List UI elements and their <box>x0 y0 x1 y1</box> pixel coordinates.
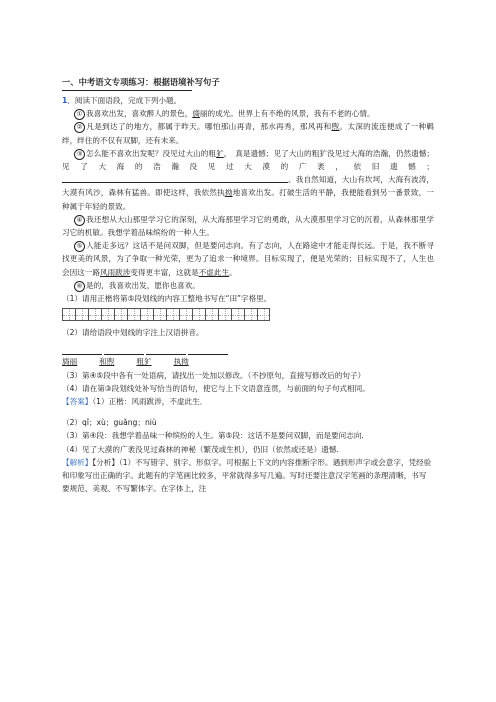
question-intro-text: 阅读下面语段，完成下列小题。 <box>74 96 182 105</box>
paragraph-1 <box>62 107 434 120</box>
grid-cell[interactable] <box>218 308 231 321</box>
sub-question-2: （2）请给语段中划线的字注上汉语拼音。 <box>62 328 204 338</box>
paragraph-3-text-c: 。我自然知道，大山有坎坷，大海有波涛，大漠有风沙，森林有猛兽。即使这样，我依然执 <box>62 175 434 198</box>
grid-cell[interactable] <box>88 308 101 321</box>
underlined-char-yi: 旖 <box>192 109 200 119</box>
pinyin-answer-lines[interactable] <box>62 345 434 355</box>
underlined-char-xu: 煦 <box>331 122 340 132</box>
paragraph-3-text-a: 怎么能不喜欢出发呢？没见过大山的粗 <box>86 148 217 158</box>
paragraph-2-text-a: 凡是到达了的地方，都属于昨天。哪怕那山再青，那水再秀，那风再和 <box>86 122 332 132</box>
grid-cell[interactable] <box>205 308 218 321</box>
sub-question-4: （4）请在第③段划线处补写恰当的语句，使它与上下文语意连贯，与前面的句子句式相同。 <box>62 383 370 393</box>
underlined-phrase-1: 风雨跋涉 <box>99 267 131 277</box>
grid-cell[interactable] <box>192 308 205 321</box>
paragraph-2 <box>62 120 434 146</box>
grid-cell[interactable] <box>179 308 192 321</box>
grid-cell[interactable] <box>62 308 75 321</box>
grid-cell[interactable] <box>257 308 270 321</box>
document-content <box>62 76 434 495</box>
paragraph-5-text-b: 变得更丰富，这就是 <box>130 267 199 277</box>
underlined-char-guang: 犷 <box>216 148 224 158</box>
paragraph-number-5: ⑤ <box>74 241 85 252</box>
tian-zi-ge-grid[interactable] <box>62 308 434 322</box>
sub-question-1: （1）请用正楷将第⑤段划线的内容工整地书写在“田”字格里。 <box>62 294 272 304</box>
question-intro <box>62 94 434 107</box>
paragraph-number-1: ① <box>74 109 85 120</box>
section-title: 一、中考语文专项练习：根据语境补写句子 <box>62 77 220 87</box>
word-2: 和煦 <box>99 357 115 367</box>
sub-question-3: （3）第④⑤段中各有一处语病，请找出一处加以修改。（不抄原句，直接写修改后的句子） <box>62 370 366 380</box>
pinyin-line[interactable] <box>146 345 186 355</box>
pinyin-line[interactable] <box>104 345 144 355</box>
paragraph-3-text-b: ， 真是遗憾；见了大山的粗犷没见过大海的浩瀚，仍然遗憾；见了大海的浩瀚没见过大漠的广袤，依旧遗憾； <box>62 148 435 172</box>
answer-1: （1）正楷：风雨跋涉，不虚此生． <box>92 397 208 407</box>
question-number: 1． <box>62 96 75 105</box>
grid-cell[interactable] <box>127 308 140 321</box>
answer-3: （3）第④段：我想学着品味一种缤纷的人生。第⑤段：这话不是要问双脚，而是要问志向. <box>62 431 364 441</box>
analysis-tag: 【解析】 <box>62 457 93 467</box>
grid-cell[interactable] <box>75 308 88 321</box>
title-underline <box>62 90 192 91</box>
paragraph-5-text-a: 人能走多远？这话不是问双脚，但是要问志向。有了志向，人在路途中才能走得长远。于是，我不断寻找更美的风景，为了争取一种光荣，更为了追求一种境界。目标实现了，便是光荣的；目标实现不了，人生也会因这一路 <box>62 241 434 277</box>
underlined-phrase-2: 不虚此生 <box>198 267 230 277</box>
answer-2: （2）qǐ；xù；guǎng；niù <box>62 418 157 428</box>
paragraph-6-text: 是的，我喜欢出发，愿你也喜欢。 <box>86 280 200 290</box>
paragraph-6 <box>62 279 434 292</box>
grid-cell[interactable] <box>114 308 127 321</box>
pinyin-line[interactable] <box>188 345 228 355</box>
paragraph-5 <box>62 239 434 279</box>
paragraph-number-2: ② <box>74 122 85 133</box>
pinyin-line[interactable] <box>62 345 102 355</box>
word-1: 旖丽 <box>62 357 78 367</box>
fill-in-blank[interactable] <box>62 174 288 183</box>
paragraph-2-text-b: 。太深的流连便成了一种羁绊，绊住的不仅有双脚，还有未来。 <box>62 122 435 145</box>
grid-cell[interactable] <box>101 308 114 321</box>
paragraph-1-text-a: 我喜欢出发，喜欢醉人的景色， <box>86 109 193 119</box>
paragraph-number-6: ⑥ <box>74 281 85 292</box>
answer-4: （4）见了大漠的广袤没见过森林的神秘（繁茂或生机），仍旧（依然或还是）遗憾. <box>62 444 339 454</box>
analysis-block <box>62 456 434 496</box>
paragraph-1-text-b: 丽的成光。世界上有不绝的风景，我有不老的心情。 <box>199 109 375 119</box>
analysis-text: 【分析】（1）不写错字、别字、形似字。可根据上下文的内容推断字形。遇到形声字或会意字，凭经验和印象写出正确的字。此题有的字笔画比较多，平常就得多写几遍。写时还要注意汉字笔画的条理清晰，书写要规范、美观、不写繁体字。在字体上，注 <box>62 457 432 494</box>
paragraph-3-text-d: 地喜欢出发。打破生活的平静，我便能看到另一番景致，一种属于年轻的景致。 <box>62 188 435 211</box>
pinyin-words <box>62 355 434 368</box>
paragraph-5-text-c: 。 <box>229 267 237 277</box>
underlined-char-niu: 拗 <box>224 188 233 198</box>
word-4: 执拗 <box>173 357 189 367</box>
paragraph-4-text: 我还想从大山那里学习它的深刻，从大海那里学习它的勇敢，从大漠那里学习它的沉着，从森林那里学习它的机敏。我想学着品味缤纷的一种人生。 <box>62 214 434 238</box>
spacer <box>62 408 434 416</box>
grid-cell[interactable] <box>244 308 257 321</box>
answer-block-1 <box>62 395 434 408</box>
paragraph-number-4: ④ <box>74 215 85 226</box>
grid-cell[interactable] <box>231 308 244 321</box>
grid-cell[interactable] <box>166 308 179 321</box>
paragraph-3 <box>62 147 434 213</box>
answer-tag: 【答案】 <box>62 397 93 407</box>
grid-cell[interactable] <box>153 308 166 321</box>
paragraph-4 <box>62 213 434 239</box>
word-3: 粗犷 <box>136 357 152 367</box>
paragraph-number-3: ③ <box>74 149 85 160</box>
grid-cell[interactable] <box>140 308 153 321</box>
